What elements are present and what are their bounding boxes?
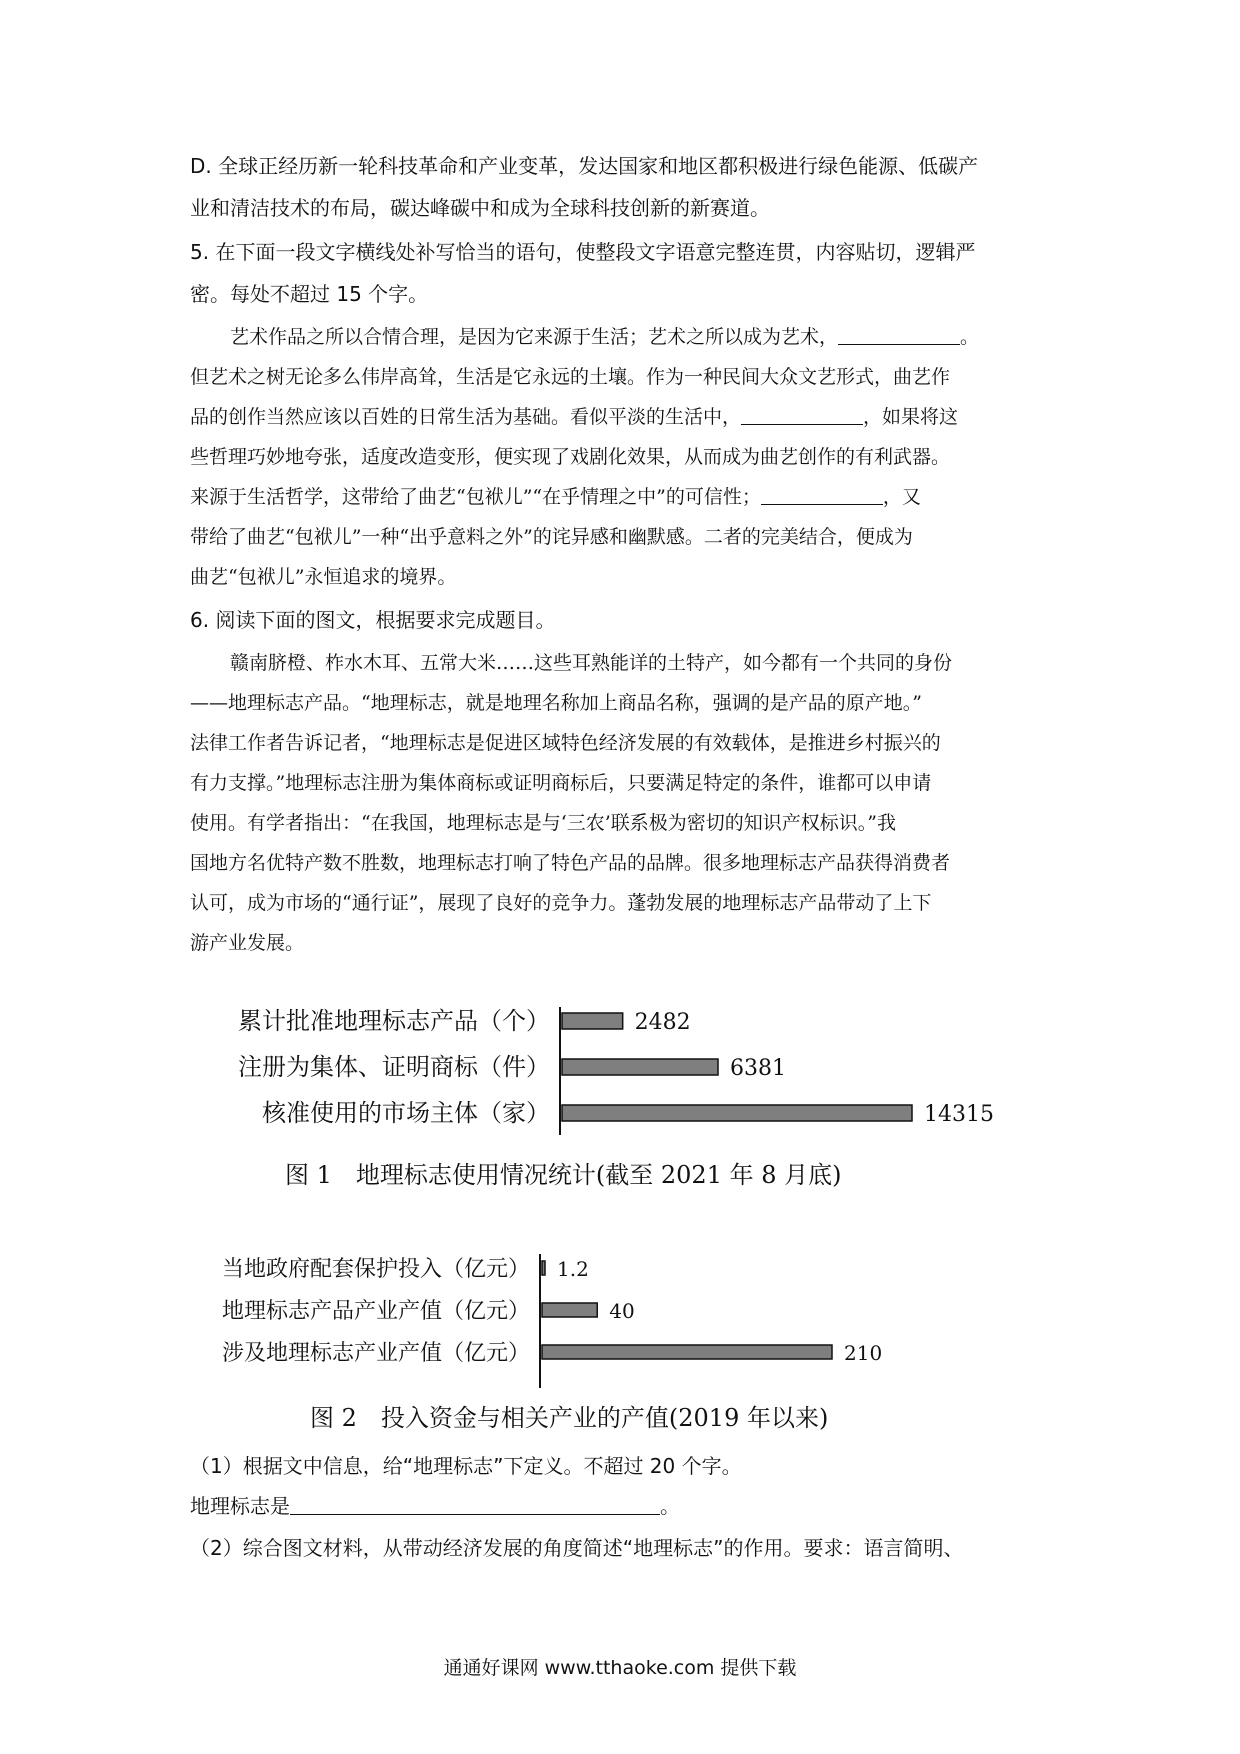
category-label: 注册为集体、证明商标（件） <box>238 1053 550 1081</box>
q6-text-line-7: 认可，成为市场的“通行证”，展现了良好的竞争力。蓬勃发展的地理标志产品带动了上下 <box>190 892 932 914</box>
answer-blank-1[interactable] <box>838 326 960 345</box>
bar <box>562 1013 623 1029</box>
q6-text-line-6: 国地方名优特产数不胜数，地理标志打响了特色产品的品牌。很多地理标志产品获得消费者 <box>190 852 951 874</box>
q6-sub2-label: （2）综合图文材料，从带动经济发展的角度简述“地理标志”的作用。要求：语言简明、 <box>190 1536 964 1560</box>
chart-1 <box>190 995 1050 1135</box>
category-label: 地理标志产品产业产值（亿元） <box>221 1299 530 1324</box>
category-label: 当地政府配套保护投入（亿元） <box>221 1257 530 1282</box>
option-d-line-1: D. 全球正经历新一轮科技革命和产业变革，发达国家和地区都积极进行绿色能源、低碳产 <box>190 154 979 178</box>
chart-2-caption: 图 2 投入资金与相关产业的产值(2019 年以来) <box>310 1404 829 1432</box>
q6-text-line-2: ——地理标志产品。“地理标志，就是地理名称加上商品名称，强调的是产品的原产地。” <box>190 692 922 714</box>
option-d-line-2: 业和清洁技术的布局，碳达峰碳中和成为全球科技创新的新赛道。 <box>190 196 770 220</box>
data-label: 40 <box>609 1299 635 1323</box>
footer: 通通好课网 www.tthaoke.com 提供下载 <box>443 1657 797 1679</box>
answer-suffix: 。 <box>660 1494 680 1518</box>
q5-passage-line-6: 带给了曲艺“包袱儿”一种“出乎意料之外”的诧异感和幽默感。二者的完美结合，便成为 <box>190 526 913 548</box>
q5-passage-line-1 <box>230 322 979 349</box>
q5-passage-text: 艺术作品之所以合情合理，是因为它来源于生活；艺术之所以成为艺术， <box>230 326 839 348</box>
q5-passage-text: 。 <box>960 326 980 348</box>
q5-passage-line-3 <box>190 402 958 429</box>
q6-text-line-1: 赣南脐橙、柞水木耳、五常大米……这些耳熟能详的土特产，如今都有一个共同的身份 <box>230 652 953 674</box>
q5-passage-line-7: 曲艺“包袱儿”永恒追求的境界。 <box>190 566 457 588</box>
chart-2 <box>190 1240 1050 1390</box>
bar <box>542 1303 597 1317</box>
chart-2-svg <box>190 1240 1050 1390</box>
q6-text-line-3: 法律工作者告诉记者，“地理标志是促进区域特色经济发展的有效载体，是推进乡村振兴的 <box>190 732 941 754</box>
q5-passage-line-2: 但艺术之树无论多么伟岸高耸，生活是它永远的土壤。作为一种民间大众文艺形式，曲艺作 <box>190 366 951 388</box>
category-label: 累计批准地理标志产品（个） <box>238 1007 550 1035</box>
q6-text-line-8: 游产业发展。 <box>190 932 305 954</box>
q5-passage-text: 来源于生活哲学，这带给了曲艺“包袱儿”“在乎情理之中”的可信性； <box>190 486 761 508</box>
q5-passage-line-5 <box>190 482 921 509</box>
q5-stem-line-1: 5. 在下面一段文字横线处补写恰当的语句，使整段文字语意完整连贯，内容贴切，逻辑严 <box>190 240 976 264</box>
answer-blank-3[interactable] <box>761 486 883 505</box>
q5-passage-line-4: 些哲理巧妙地夸张，适度改造变形，便实现了戏剧化效果，从而成为曲艺创作的有利武器。 <box>190 446 951 468</box>
data-label: 1.2 <box>557 1257 589 1281</box>
q5-passage-text: 品的创作当然应该以百姓的日常生活为基础。看似平淡的生活中， <box>190 406 742 428</box>
q6-text-line-5: 使用。有学者指出：“在我国，地理标志是与‘三农’联系极为密切的知识产权标识。”我 <box>190 812 897 834</box>
q6-stem: 6. 阅读下面的图文，根据要求完成题目。 <box>190 608 556 632</box>
q5-stem-line-2: 密。每处不超过 15 个字。 <box>190 282 429 306</box>
q6-text-line-4: 有力支撑。”地理标志注册为集体商标或证明商标后，只要满足特定的条件，谁都可以申请 <box>190 772 932 794</box>
category-label: 涉及地理标志产业产值（亿元） <box>221 1341 530 1366</box>
data-label: 2482 <box>634 1010 691 1035</box>
chart-1-caption: 图 1 地理标志使用情况统计(截至 2021 年 8 月底) <box>285 1161 842 1189</box>
data-label: 210 <box>844 1341 883 1365</box>
answer-blank-2[interactable] <box>741 406 863 425</box>
data-label: 14315 <box>924 1102 994 1127</box>
bar <box>542 1345 832 1359</box>
bar <box>562 1105 912 1121</box>
q6-sub1-label: （1）根据文中信息，给“地理标志”下定义。不超过 20 个字。 <box>190 1454 742 1478</box>
q5-passage-text: ，如果将这 <box>863 406 959 428</box>
data-label: 6381 <box>730 1056 787 1081</box>
answer-prefix: 地理标志是 <box>190 1494 290 1518</box>
q6-sub1-answer-line <box>190 1490 680 1519</box>
category-label: 核准使用的市场主体（家） <box>262 1099 550 1127</box>
chart-1-svg <box>190 995 1050 1135</box>
q5-passage-text: ，又 <box>882 486 921 508</box>
bar <box>562 1059 718 1075</box>
bar <box>542 1261 545 1275</box>
answer-blank-definition[interactable] <box>290 1496 660 1515</box>
